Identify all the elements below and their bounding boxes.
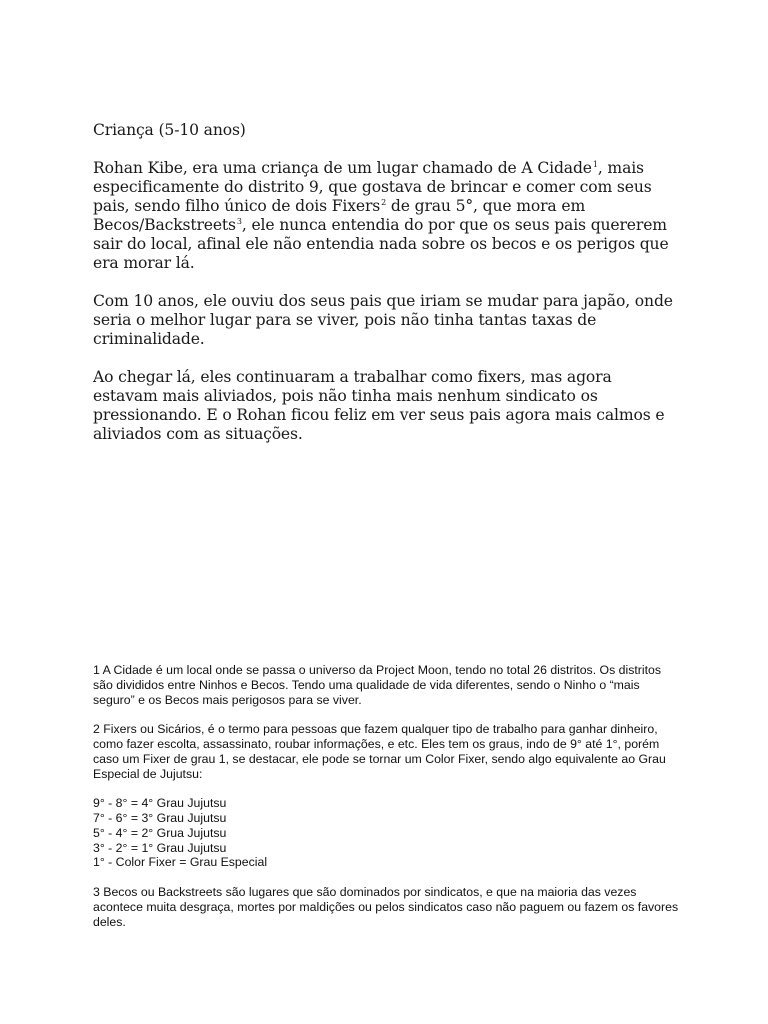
main-text	[93, 121, 673, 463]
paragraph-1	[93, 159, 673, 273]
paragraph-1-part-1: Rohan Kibe, era uma criança de um lugar chamado de A Cidade	[93, 159, 592, 177]
grade-list	[93, 796, 683, 870]
paragraph-2: Com 10 anos, ele ouviu dos seus pais que iriam se mudar para japão, onde seria o melhor lugar para se viver, pois não tinha tantas taxas de criminalidade.	[93, 292, 673, 348]
paragraph-3: Ao chegar lá, eles continuaram a trabalhar como fixers, mas agora estavam mais aliviados, pois não tinha mais nenhum sindicato os pressionando. E o Rohan ficou feliz em ver seus pais agora mais calmos e aliviados com as situações.	[93, 368, 665, 443]
footnote-3: 3 Becos ou Backstreets são lugares que são dominados por sindicatos, e que na maioria das vezes acontece muita desgraça, mortes por maldições ou pelos sindicatos caso não paguem ou fazem os favores deles.	[93, 884, 679, 929]
paragraph-1-part-2: , mais especificamente do distrito 9, que gostava de brincar e comer com seus pais, sendo filho único de dois Fixers	[93, 159, 652, 215]
grade-line: 3° - 2° = 1° Grau Jujutsu	[93, 840, 227, 855]
grade-line: 1° - Color Fixer = Grau Especial	[93, 855, 268, 870]
footnotes	[93, 663, 683, 944]
footnote-1: 1 A Cidade é um local onde se passa o universo da Project Moon, tendo no total 26 distritos. Os distritos são divididos entre Ninhos e Becos. Tendo uma qualidade de vida diferentes, sendo o Ninho o “mais seguro” e os Becos mais perigosos para se viver.	[93, 663, 662, 707]
grade-line: 5° - 4° = 2° Grua Jujutsu	[93, 825, 227, 840]
paragraph-1-part-4: , ele nunca entendia do por que os seus pais quererem sair do local, afinal ele não entendia nada sobre os becos e os perigos que era morar lá.	[93, 216, 669, 272]
footnote-ref-1: 1	[592, 160, 598, 169]
grade-line: 7° - 6° = 3° Grau Jujutsu	[93, 810, 227, 825]
footnote-ref-3: 3	[236, 217, 242, 226]
footnote-ref-2: 2	[381, 198, 387, 207]
footnote-2: 2 Fixers ou Sicários, é o termo para pessoas que fazem qualquer tipo de trabalho para ganhar dinheiro, como fazer escolta, assassinato, roubar informações, e etc. Eles tem os graus, indo de 9° até 1°, porém caso um Fixer de grau 1, se destacar, ele pode se tornar um Color Fixer, sendo algo equivalente ao Grau Especial de Jujutsu:	[93, 722, 666, 781]
section-title: Criança (5-10 anos)	[93, 121, 246, 139]
grade-line: 9° - 8° = 4° Grau Jujutsu	[93, 796, 227, 811]
paragraph-1-part-3: de grau 5°, que mora em Becos/Backstreets	[93, 197, 586, 234]
